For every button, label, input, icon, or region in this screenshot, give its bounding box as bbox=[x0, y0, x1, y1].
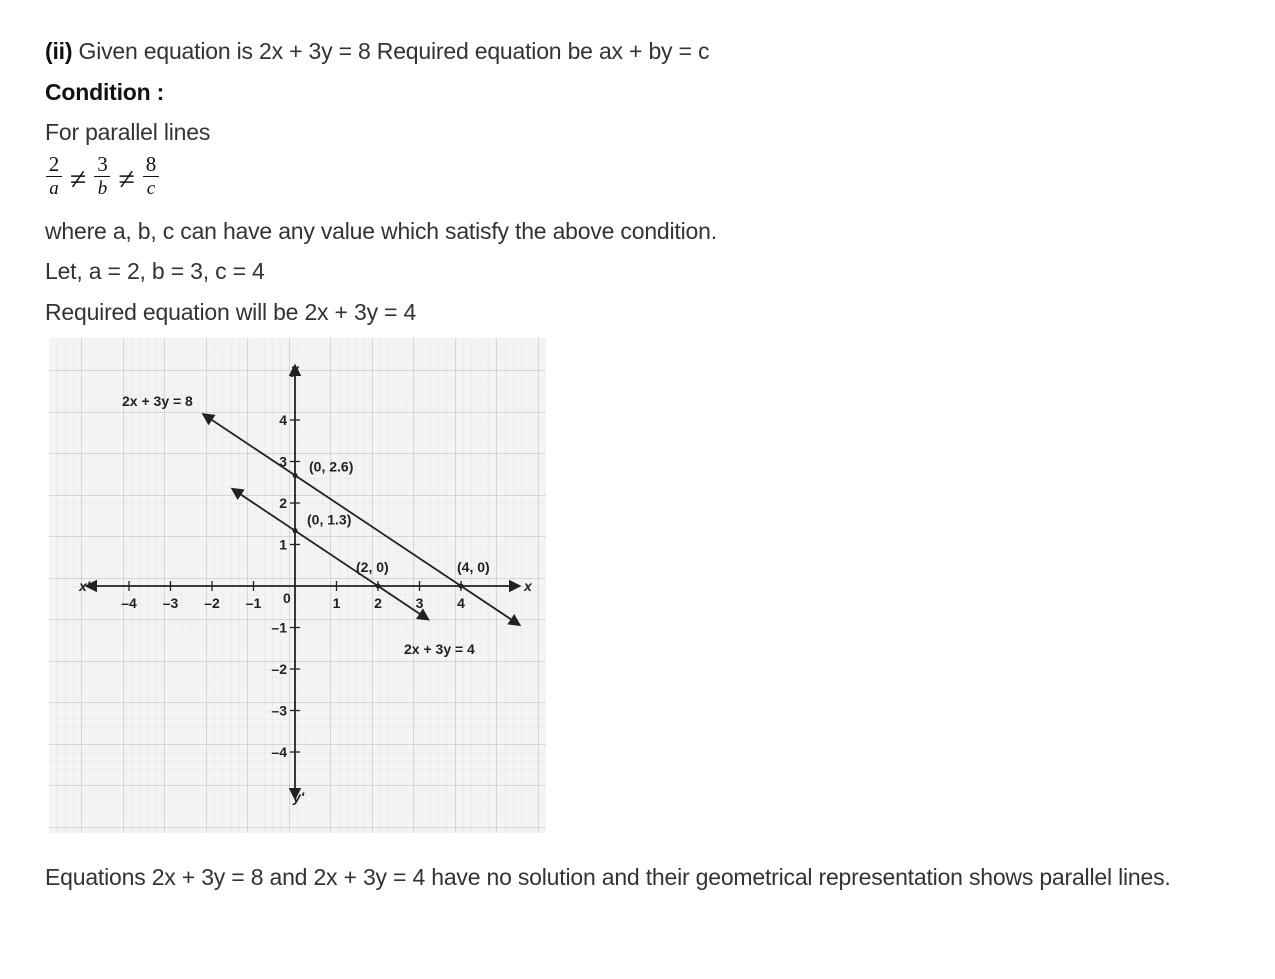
x-tick-label: –4 bbox=[121, 595, 137, 611]
x-tick-label: 3 bbox=[415, 595, 424, 611]
point-marker bbox=[293, 473, 298, 478]
y-tick-label: –4 bbox=[271, 744, 287, 760]
let-values-text: Let, a = 2, b = 3, c = 4 bbox=[45, 258, 265, 284]
not-equal-symbol: ≠ bbox=[118, 163, 135, 196]
y-axis-neg-label: y' bbox=[293, 789, 305, 805]
fraction-8-over-c bbox=[141, 153, 161, 199]
given-equation-text: Given equation is 2x + 3y = 8 Required equation be ax + by = c bbox=[72, 38, 710, 64]
y-tick-label: 3 bbox=[279, 453, 287, 470]
heading-line bbox=[45, 36, 709, 66]
point-marker bbox=[376, 584, 381, 589]
y-tick-label: –2 bbox=[271, 661, 287, 677]
fraction-2-over-a bbox=[44, 153, 64, 199]
parallel-lines-text: For parallel lines bbox=[45, 119, 211, 145]
required-equation-text: Required equation will be 2x + 3y = 4 bbox=[45, 299, 417, 325]
conclusion-text: Equations 2x + 3y = 8 and 2x + 3y = 4 have no solution and their geometrical representation shows parallel lines. bbox=[45, 864, 1171, 890]
not-equal-symbol: ≠ bbox=[70, 163, 87, 196]
y-axis-label: y bbox=[291, 361, 299, 377]
x-tick-label: –2 bbox=[204, 595, 220, 611]
where-text: where a, b, c can have any value which satisfy the above condition. bbox=[45, 218, 717, 244]
x-tick-label: –1 bbox=[245, 595, 262, 611]
origin-label: 0 bbox=[283, 590, 291, 606]
y-tick-label: 2 bbox=[279, 495, 287, 511]
fraction-denominator: b bbox=[97, 178, 108, 199]
line-label: 2x + 3y = 4 bbox=[404, 641, 475, 657]
x-tick-label: 2 bbox=[374, 595, 382, 611]
fraction-numerator: 8 bbox=[145, 152, 157, 176]
point-marker bbox=[459, 584, 464, 589]
fraction-denominator: a bbox=[49, 178, 59, 199]
x-tick-label: –3 bbox=[162, 595, 179, 611]
fraction-numerator: 2 bbox=[48, 152, 60, 176]
fraction-numerator: 3 bbox=[97, 152, 108, 176]
point-label: (0, 1.3) bbox=[307, 511, 352, 528]
y-tick-label: –1 bbox=[271, 619, 287, 636]
graph-figure bbox=[49, 338, 546, 833]
y-tick-label: 1 bbox=[279, 536, 287, 553]
y-tick-label: 4 bbox=[279, 412, 287, 428]
x-axis-label: x bbox=[524, 578, 532, 594]
part-label: (ii) bbox=[45, 38, 73, 64]
fraction-3-over-b bbox=[92, 153, 112, 199]
condition-inequality bbox=[44, 150, 161, 202]
condition-label: Condition : bbox=[45, 79, 165, 105]
point-label: (0, 2.6) bbox=[309, 458, 354, 475]
point-label: (2, 0) bbox=[356, 559, 389, 575]
x-tick-label: 4 bbox=[457, 595, 465, 611]
fraction-denominator: c bbox=[146, 178, 156, 199]
point-label: (4, 0) bbox=[457, 559, 490, 575]
x-axis-neg-label: x' bbox=[79, 578, 91, 594]
point-marker bbox=[293, 528, 298, 533]
line-label: 2x + 3y = 8 bbox=[122, 393, 193, 409]
y-tick-label: –3 bbox=[271, 702, 287, 719]
x-tick-label: 1 bbox=[332, 595, 341, 611]
